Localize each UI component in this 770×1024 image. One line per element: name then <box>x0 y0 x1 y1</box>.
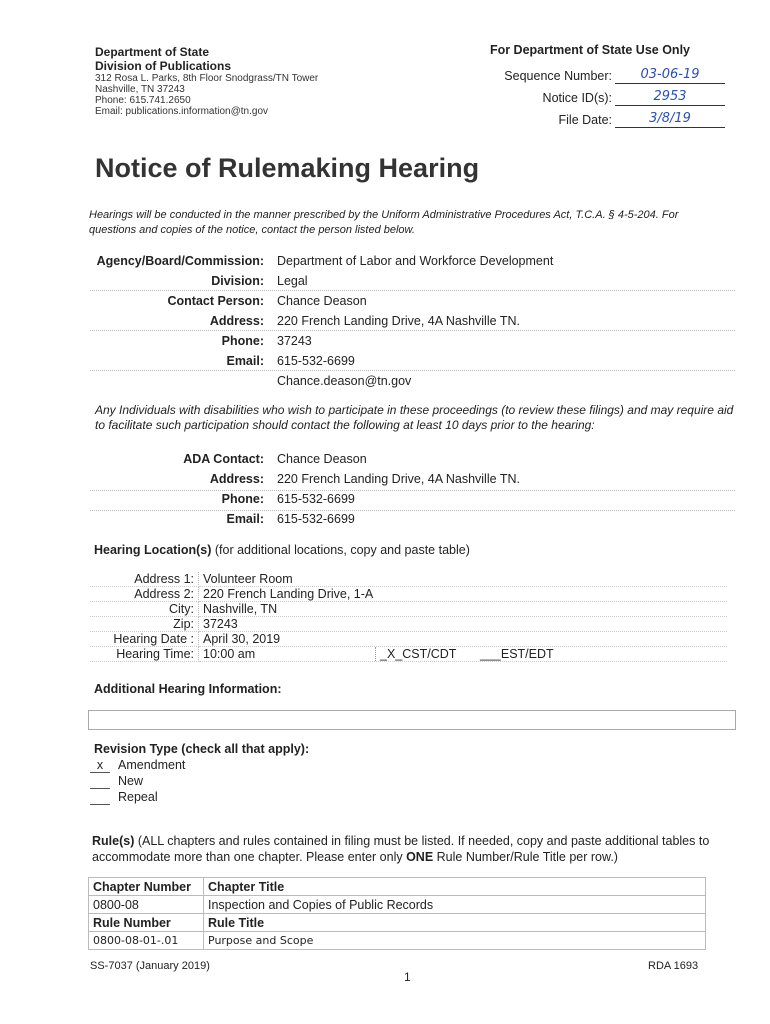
rules-note-bold: Rule(s) <box>92 834 135 848</box>
rules-note-text-2: Rule Number/Rule Title per row.) <box>433 850 618 864</box>
page-number: 1 <box>404 970 411 984</box>
notice-id-field <box>470 87 730 109</box>
revision-heading: Revision Type (check all that apply): <box>94 742 310 756</box>
est-option: ___EST/EDT <box>480 647 554 661</box>
notice-value: 2953 <box>615 89 725 106</box>
checkbox-amendment[interactable]: x <box>90 758 110 773</box>
divider <box>90 490 735 491</box>
hearing-time-cell <box>199 647 728 662</box>
hearing-heading-note: (for additional locations, copy and paste table) <box>214 543 470 557</box>
page-title: Notice of Rulemaking Hearing <box>95 153 480 183</box>
rules-note-text-1: (ALL chapters and rules contained in filing must be listed. If needed, copy and paste additional tables to accommodate more than one chapter. Please enter only <box>92 834 710 864</box>
agency-block <box>0 254 770 394</box>
file-date-field <box>470 109 730 131</box>
rules-table <box>88 877 706 950</box>
office-use-title: For Department of State Use Only <box>489 43 690 57</box>
contact-value: Chance Deason <box>277 294 367 308</box>
sequence-label: Sequence Number: <box>504 69 612 83</box>
chapter-number-value: 0800-08 <box>89 896 204 914</box>
email-label: Email: <box>226 354 264 368</box>
rule-number-value: 0800-08-01-.01 <box>89 932 204 950</box>
amendment-label: Amendment <box>118 758 186 772</box>
additional-info-field[interactable] <box>88 710 736 730</box>
chapter-title-value: Inspection and Copies of Public Records <box>204 896 706 914</box>
table-row <box>89 914 706 932</box>
table-row <box>90 572 727 587</box>
address1-value: Volunteer Room <box>199 572 728 587</box>
dept-name: Department of State <box>95 45 210 59</box>
hearing-heading <box>94 543 470 557</box>
rule-title-value: Purpose and Scope <box>204 932 706 950</box>
table-row <box>90 587 727 602</box>
rda-number: RDA 1693 <box>648 960 699 972</box>
checkbox-repeal[interactable] <box>90 790 110 805</box>
sequence-value: 03-06-19 <box>615 67 725 84</box>
new-label: New <box>118 774 144 788</box>
division-label: Division: <box>211 274 264 288</box>
ada-block <box>0 452 770 532</box>
chapter-title-header: Chapter Title <box>204 878 706 896</box>
sequence-number-field <box>470 65 730 87</box>
dept-city: Nashville, TN 37243 <box>95 84 185 95</box>
repeal-label: Repeal <box>118 790 158 804</box>
ada-phone-label: Phone: <box>221 492 264 506</box>
notice-label: Notice ID(s): <box>542 91 612 105</box>
phone-label: Phone: <box>221 334 264 348</box>
table-row <box>89 896 706 914</box>
ada-phone-value: 615-532-6699 <box>277 492 355 506</box>
hearing-time-value: 10:00 am <box>203 647 256 661</box>
address2-value: 220 French Landing Drive, 1-A <box>199 587 728 602</box>
cst-option: _X_CST/CDT <box>375 647 480 661</box>
ada-email-value: 615-532-6699 <box>277 512 355 526</box>
rule-number-header: Rule Number <box>89 914 204 932</box>
division-name: Division of Publications <box>95 59 232 73</box>
checkbox-new[interactable] <box>90 774 110 789</box>
city-value: Nashville, TN <box>199 602 728 617</box>
table-row <box>90 617 727 632</box>
hearing-heading-label: Hearing Location(s) <box>94 543 212 557</box>
address-label: Address: <box>209 314 264 328</box>
form-number: SS-7037 (January 2019) <box>90 960 210 972</box>
address2-label: Address 2: <box>90 587 199 602</box>
dept-phone: Phone: 615.741.2650 <box>95 95 191 106</box>
rule-title-header: Rule Title <box>204 914 706 932</box>
divider <box>90 290 735 291</box>
hearing-date-value: April 30, 2019 <box>199 632 728 647</box>
address-value: 220 French Landing Drive, 4A Nashville TN. <box>277 314 520 328</box>
dept-email: Email: publications.information@tn.gov <box>95 106 269 117</box>
table-row <box>90 647 727 662</box>
file-date-value: 3/8/19 <box>615 111 725 128</box>
city-label: City: <box>90 602 199 617</box>
divider <box>90 510 735 511</box>
hearing-date-label: Hearing Date : <box>90 632 199 647</box>
office-use-block <box>470 43 730 131</box>
intro-text: Hearings will be conducted in the manner prescribed by the Uniform Administrative Procedures Act, T.C.A. § 4-5-204. For questions and copies of the notice, contact the person listed below. <box>89 209 679 236</box>
ada-contact-value: Chance Deason <box>277 452 367 466</box>
ada-contact-label: ADA Contact: <box>183 452 264 466</box>
ada-address-label: Address: <box>209 472 264 486</box>
divider <box>90 370 735 371</box>
rules-note-one: ONE <box>406 850 434 864</box>
divider <box>90 330 735 331</box>
table-row <box>89 878 706 896</box>
zip-label: Zip: <box>90 617 199 632</box>
email-extra-value: Chance.deason@tn.gov <box>277 374 412 388</box>
division-value: Legal <box>277 274 308 288</box>
contact-label: Contact Person: <box>167 294 264 308</box>
table-row <box>90 632 727 647</box>
zip-value: 37243 <box>199 617 728 632</box>
rules-note <box>92 833 732 865</box>
dept-address: 312 Rosa L. Parks, 8th Floor Snodgrass/TN Tower <box>95 73 319 84</box>
ada-address-value: 220 French Landing Drive, 4A Nashville TN. <box>277 472 520 486</box>
address1-label: Address 1: <box>90 572 199 587</box>
agency-value: Department of Labor and Workforce Development <box>277 254 554 268</box>
phone-value: 37243 <box>277 334 312 348</box>
additional-info-heading: Additional Hearing Information: <box>94 682 282 696</box>
table-row <box>89 932 706 950</box>
table-row <box>90 602 727 617</box>
chapter-number-header: Chapter Number <box>89 878 204 896</box>
hearing-location-table <box>90 572 727 662</box>
file-date-label: File Date: <box>558 113 612 127</box>
email-value: 615-532-6699 <box>277 354 355 368</box>
hearing-time-label: Hearing Time: <box>90 647 199 662</box>
agency-label: Agency/Board/Commission: <box>96 254 264 268</box>
ada-note: Any Individuals with disabilities who wish to participate in these proceedings (to review these filings) and may require aid to facilitate such participation should contact the following at least 10 days prior to the hearing: <box>95 403 734 432</box>
ada-email-label: Email: <box>226 512 264 526</box>
department-header <box>95 45 425 117</box>
